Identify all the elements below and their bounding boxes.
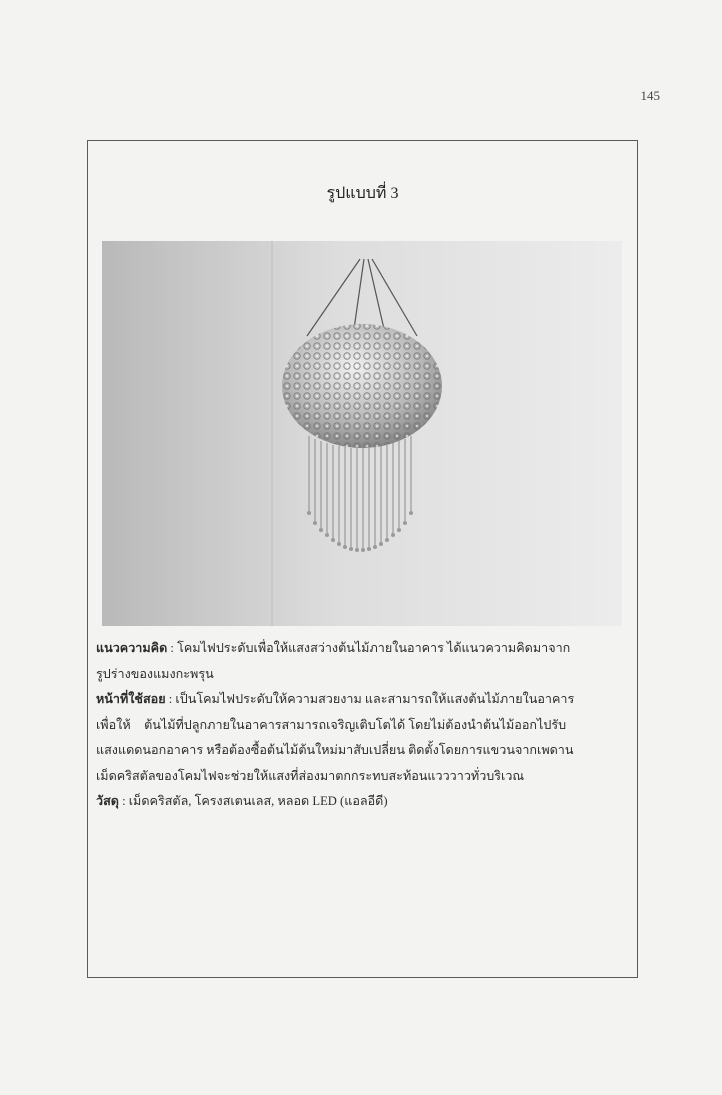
function-line-2b: ต้นไม้ที่ปลูกภายในอาคารสามารถเจริญเติบโตได้ โดยไม่ต้องนำต้นไม้ออกไปรับ (144, 717, 567, 732)
function-label: หน้าที่ใช้สอย (96, 692, 166, 706)
concept-continued: รูปร่างของแมงกะพรุน (96, 666, 214, 681)
content-frame (87, 140, 638, 978)
material-label: วัสดุ (96, 794, 119, 808)
function-line-3: แสงแดดนอกอาคาร หรือต้องซื้อต้นไม้ต้นใหม่มาสับเปลี่ยน ติดตั้งโดยการแขวนจากเพดาน (96, 743, 574, 757)
concept-label: แนวความคิด (96, 641, 168, 655)
material-text: : เม็ดคริสตัล, โครงสเตนเลส, หลอด LED (แอลอีดี) (118, 794, 388, 808)
chandelier-photo (102, 241, 622, 626)
function-line (96, 687, 631, 713)
function-line-2a: เพื่อให้ (96, 717, 131, 732)
design-heading: รูปแบบที่ 3 (326, 185, 399, 202)
function-text: : เป็นโคมไฟประดับให้ความสวยงาม และสามารถให้แสงต้นไม้ภายในอาคาร (165, 692, 575, 706)
function-line-4: เม็ดคริสตัลของโคมไฟจะช่วยให้แสงที่ส่องมาตกกระทบสะท้อนแวววาวทั่วบริเวณ (96, 768, 525, 783)
page-number: 145 (640, 88, 660, 103)
material-line (96, 789, 631, 815)
concept-line (96, 636, 631, 662)
description-block (96, 636, 631, 815)
function-line-2 (96, 713, 631, 739)
concept-text: : โคมไฟประดับเพื่อให้แสงสว่างต้นไม้ภายในอาคาร ได้แนวความคิดมาจาก (167, 641, 571, 655)
